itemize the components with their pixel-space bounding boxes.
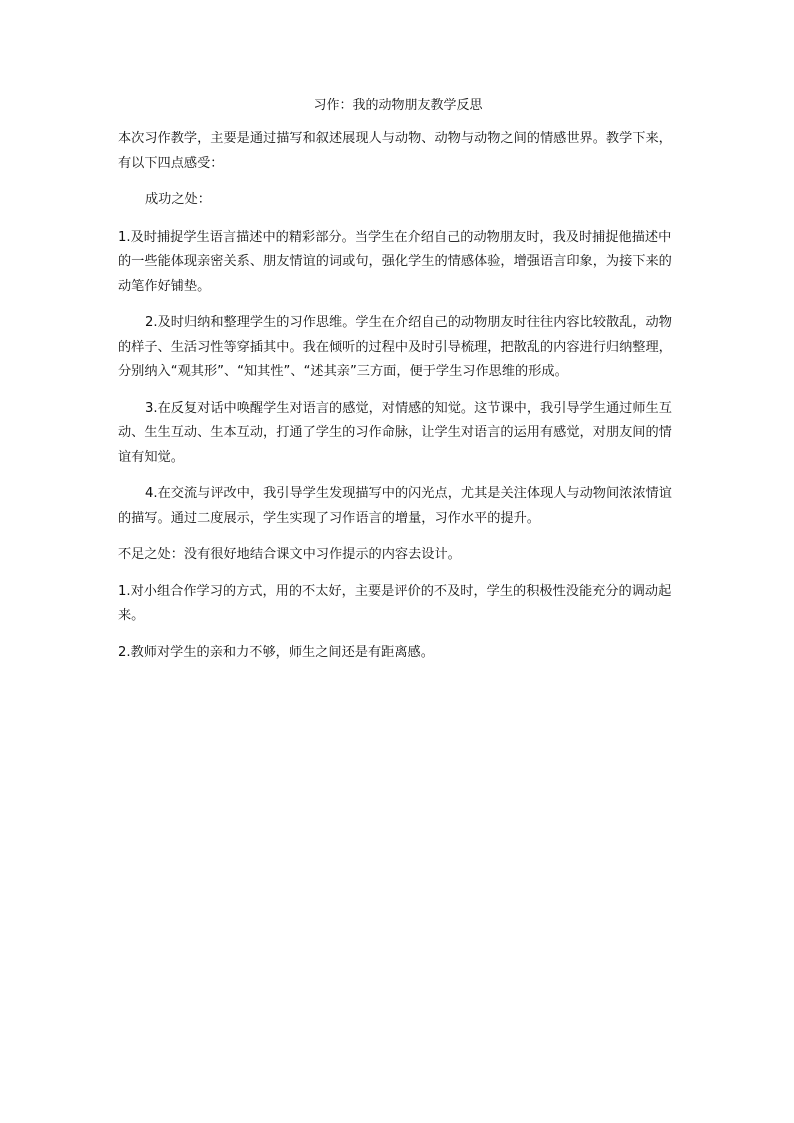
success-item-1: 1.及时捕捉学生语言描述中的精彩部分。当学生在介绍自己的动物朋友时，我及时捕捉他描述中的一些能体现亲密关系、朋友情谊的词或句，强化学生的情感体验，增强语言印象，为接下来的动笔作好铺垫。 <box>118 229 672 294</box>
success-item-3: 3.在反复对话中唤醒学生对语言的感觉，对情感的知觉。这节课中，我引导学生通过师生互动、生生互动、生本互动，打通了学生的习作命脉，让学生对语言的运用有感觉，对朋友间的情谊有知觉。 <box>118 400 672 465</box>
shortcoming-item-2: 2.教师对学生的亲和力不够，师生之间还是有距离感。 <box>118 644 434 660</box>
document-title: 习作：我的动物朋友教学反思 <box>313 98 483 113</box>
document-content <box>118 96 678 677</box>
shortcomings-heading: 不足之处：没有很好地结合课文中习作提示的内容去设计。 <box>118 547 461 562</box>
shortcoming-item-1: 1.对小组合作学习的方式，用的不太好，主要是评价的不及时，学生的积极性没能充分的调动起来。 <box>118 583 672 623</box>
intro-paragraph: 本次习作教学，主要是通过描写和叙述展现人与动物、动物与动物之间的情感世界。教学下来，有以下四点感受： <box>118 131 672 171</box>
success-item-4: 4.在交流与评改中，我引导学生发现描写中的闪光点，尤其是关注体现人与动物间浓浓情谊的描写。通过二度展示，学生实现了习作语言的增量，习作水平的提升。 <box>118 486 672 526</box>
success-heading: 成功之处： <box>145 192 211 207</box>
success-item-2: 2.及时归纳和整理学生的习作思维。学生在介绍自己的动物朋友时往往内容比较散乱，动物的样子、生活习性等穿插其中。我在倾听的过程中及时引导梳理，把散乱的内容进行归纳整理，分别纳入“观其形”、“知其性”、“述其亲”三方面，便于学生习作思维的形成。 <box>118 315 672 379</box>
